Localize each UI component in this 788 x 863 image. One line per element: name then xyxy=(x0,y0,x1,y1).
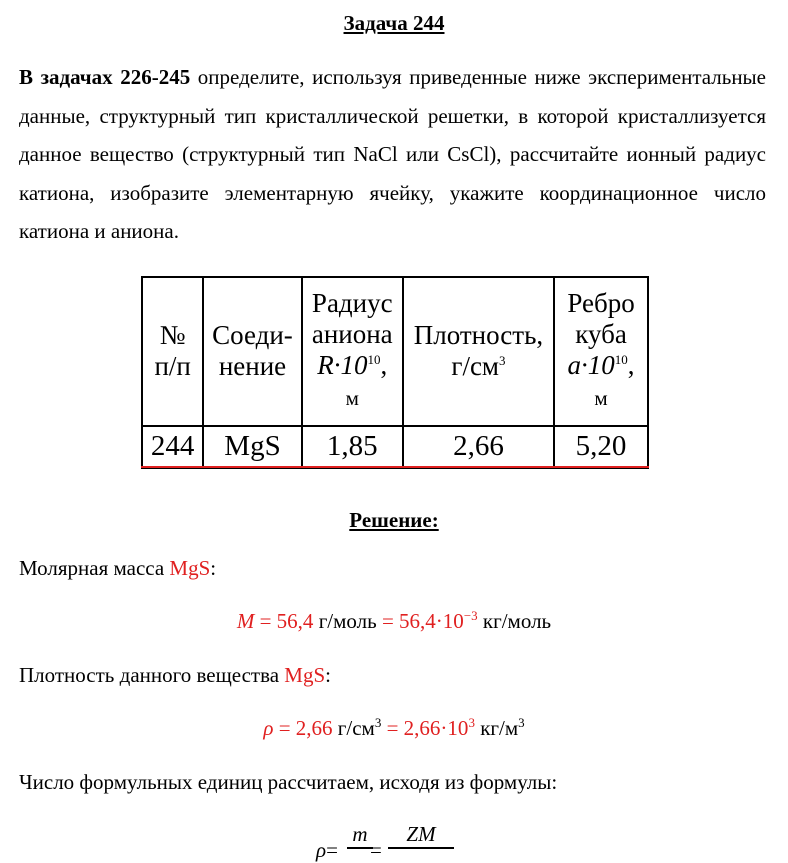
table-row xyxy=(142,426,648,468)
task-text: определите, используя приведенные ниже экспериментальные данные, структурный тип кристаллической решетки, в которой кристаллизуется данное вещество (структурный тип NaCl или CsCl), рассчитайте ионный радиус катиона, изобразите элементарную ячейку, укажите координационное число катиона и аниона. xyxy=(19,65,766,243)
cell-edge: 5,20 xyxy=(554,426,648,468)
header-compound: Соеди- нение xyxy=(203,277,301,426)
header-density: Плотность, $г/см^3$ xyxy=(403,277,554,426)
task-range: В задачах 226-245 xyxy=(19,65,191,89)
task-statement xyxy=(19,58,766,251)
header-cube-edge: Ребро куба $a\cdot 10^{10}$, м xyxy=(554,277,648,426)
cell-num: 244 xyxy=(142,426,203,468)
table-underline xyxy=(141,466,649,468)
solution-heading: Решение: xyxy=(349,508,439,532)
formula-units-text: Число формульных единиц рассчитаем, исходя из формулы: xyxy=(19,770,558,794)
cell-compound: MgS xyxy=(203,426,301,468)
molar-mass-label: Молярная масса MgS: xyxy=(19,556,217,580)
data-table xyxy=(141,276,649,469)
header-anion-radius: Радиус аниона $R\cdot 10^{10}$, м xyxy=(302,277,403,426)
molar-mass-formula: M = 56,4 г/моль = $56,4\cdot 10^{-3}$ кг/моль xyxy=(236,608,552,633)
cell-radius: 1,85 xyxy=(302,426,403,468)
task-title: Задача 244 xyxy=(343,11,445,35)
table-header-row xyxy=(142,277,648,426)
density-label: Плотность данного вещества MgS: xyxy=(19,663,331,687)
density-formula: ρ = 2,66 $г/см^3 = 2,66\cdot 10^3$ $кг/м^3$ xyxy=(263,715,525,740)
header-num: № п/п xyxy=(142,277,203,426)
cell-density: 2,66 xyxy=(403,426,554,468)
